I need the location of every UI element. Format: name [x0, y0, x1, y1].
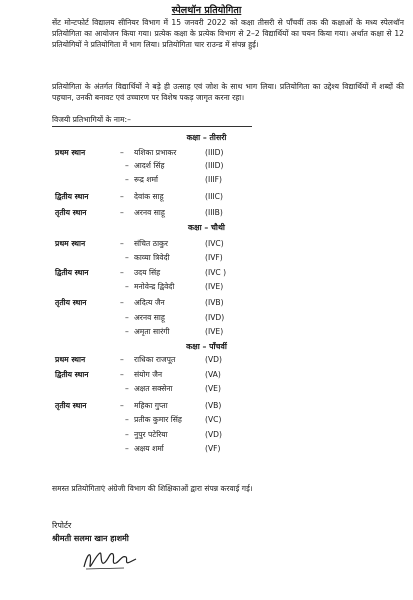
student-name: अक्षय शर्मा: [134, 444, 164, 453]
student-name: उदय सिंह: [134, 268, 161, 277]
reporter-name: श्रीमती सलमा खान हाशमी: [52, 534, 129, 543]
student-name: अदित्य जैन: [134, 298, 165, 307]
section-code: (IIIB): [205, 208, 223, 217]
section-code: (VD): [205, 430, 222, 439]
section-code: (IVC ): [205, 268, 227, 277]
dash: –: [125, 313, 129, 322]
dash: –: [120, 148, 124, 157]
class-heading: कक्षा – पाँचवीं: [186, 342, 227, 351]
dash: –: [125, 253, 129, 262]
section-code: (IVC): [205, 239, 224, 248]
dash: –: [125, 430, 129, 439]
reporter-label: रिपोर्टर: [52, 521, 72, 530]
student-name: अरनव साहू: [134, 313, 165, 322]
section-code: (VD): [205, 355, 222, 364]
dash: –: [120, 268, 124, 277]
dash: –: [120, 192, 124, 201]
intro-paragraph: सेंट मोन्टफोर्ट विद्यालय सीनियर विभाग में 15 जनवरी 2022 को कक्षा तीसरी से पाँचवीं तक की कक्षाओं के मध्य स्पेलथॉन प्रतियोगिता का आयोजन किया गया। प्रत्येक कक्षा के प्रत्येक विभाग से 2–2 विद्यार्थियों का चयन किया गया। अर्थात कक्षा से 12 प्रतियोगियों ने प्रतियोगिता में भाग लिया। प्रतियोगिता चार राउन्ड में संपन्न हुई।: [52, 18, 404, 49]
student-name: संयोग जैन: [134, 370, 163, 379]
student-name: नुपुर पटेरिया: [134, 430, 168, 439]
student-name: आदर्श सिंह: [134, 161, 165, 170]
student-name: राधिका राजपूत: [134, 355, 176, 364]
dash: –: [125, 444, 129, 453]
student-name: यशिका प्रभाकर: [134, 148, 177, 157]
winners-intro: विजयी प्रतिभागियों के नाम:–: [52, 115, 131, 124]
place-label: द्वितीय स्थान: [55, 370, 89, 379]
section-code: (VE): [205, 384, 221, 393]
section-code: (IVE): [205, 327, 224, 336]
section-code: (IVE): [205, 282, 224, 291]
dash: –: [120, 208, 124, 217]
dash: –: [120, 298, 124, 307]
section-code: (VB): [205, 401, 222, 410]
student-name: मनोवेन्द्र द्विवेदी: [134, 282, 175, 291]
dash: –: [125, 384, 129, 393]
section-code: (IVF): [205, 253, 223, 262]
dash: –: [125, 282, 129, 291]
class-heading: कक्षा – चौथी: [188, 223, 225, 232]
section-code: (IIIC): [205, 192, 223, 201]
place-label: तृतीय स्थान: [55, 208, 87, 217]
objective-paragraph: प्रतियोगिता के अंतर्गत विद्यार्थियों ने बड़े ही उत्साह एवं जोश के साथ भाग लिया। प्रतियोगिता का उद्देश्य विद्यार्थियों में शब्दों की पहचान, उनकी बनावट एवं उच्चारण पर विशेष पकड़ जागृत करना रहा।: [52, 82, 404, 102]
section-code: (IIIF): [205, 175, 223, 184]
dash: –: [120, 370, 124, 379]
dash: –: [125, 415, 129, 424]
class-heading: कक्षा – तीसरी: [186, 133, 227, 142]
student-name: अरनव साहू: [134, 208, 165, 217]
student-name: संचित ठाकुर: [134, 239, 168, 248]
divider: [52, 126, 252, 127]
place-label: द्वितीय स्थान: [55, 192, 89, 201]
document-title: स्पेलथॉन प्रतियोगिता: [171, 5, 242, 16]
student-name: देवांक साहू: [134, 192, 164, 201]
student-name: अमृता सारंगी: [134, 327, 170, 336]
place-label: तृतीय स्थान: [55, 298, 87, 307]
section-code: (VA): [205, 370, 221, 379]
place-label: द्वितीय स्थान: [55, 268, 89, 277]
dash: –: [120, 355, 124, 364]
dash: –: [120, 239, 124, 248]
place-label: तृतीय स्थान: [55, 401, 87, 410]
dash: –: [125, 161, 129, 170]
dash: –: [120, 401, 124, 410]
section-code: (VF): [205, 444, 221, 453]
student-name: अक्षत सक्सेना: [134, 384, 173, 393]
student-name: महिका गुप्ता: [134, 401, 168, 410]
section-code: (IIID): [205, 161, 224, 170]
section-code: (IVB): [205, 298, 224, 307]
dash: –: [125, 175, 129, 184]
student-name: काव्या त्रिवेदी: [134, 253, 170, 262]
signature-image: [80, 545, 140, 573]
student-name: रूद्र शर्मा: [134, 175, 159, 184]
section-code: (IVD): [205, 313, 225, 322]
place-label: प्रथम स्थान: [55, 355, 86, 364]
section-code: (VC): [205, 415, 222, 424]
place-label: प्रथम स्थान: [55, 148, 86, 157]
student-name: प्रतीक कुमार सिंह: [134, 415, 182, 424]
place-label: प्रथम स्थान: [55, 239, 86, 248]
section-code: (IIID): [205, 148, 224, 157]
dash: –: [125, 327, 129, 336]
closing-line: समस्त प्रतियोगिताएं अंग्रेजी विभाग की शिक्षिकाओं द्वारा संपन्न करवाई गई।: [52, 484, 253, 493]
